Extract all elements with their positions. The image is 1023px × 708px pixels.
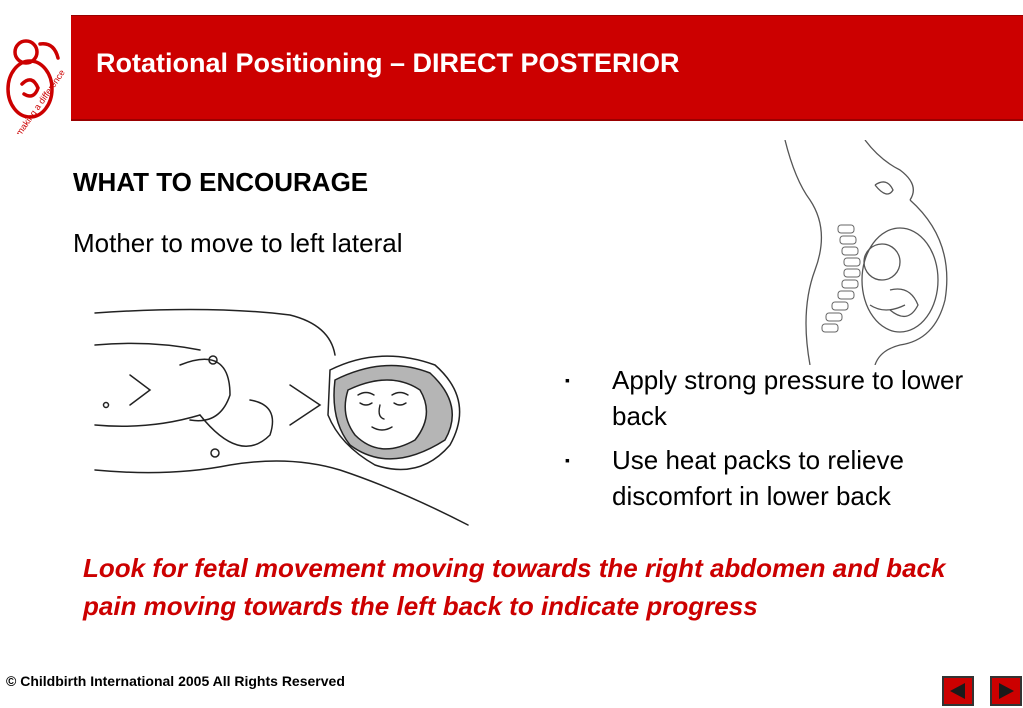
intro-text: Mother to move to left lateral	[73, 228, 403, 258]
bullet-marker: ▪	[565, 452, 570, 468]
mother-lying-left-lateral-illustration	[90, 305, 470, 530]
arrow-left-icon	[947, 681, 969, 701]
bullet-text: Use heat packs to relieve discomfort in lower back	[612, 445, 904, 511]
copyright-footer: © Childbirth International 2005 All Rights Reserved	[6, 673, 345, 689]
bullet-text: Apply strong pressure to lower back	[612, 365, 964, 431]
arrow-right-icon	[995, 681, 1017, 701]
previous-slide-button[interactable]	[942, 676, 974, 706]
list-item	[560, 442, 1000, 514]
bullet-marker: ▪	[565, 372, 570, 388]
bullet-list	[560, 362, 1000, 522]
logo-tagline: making a difference	[13, 67, 67, 134]
slide-title: Rotational Positioning – DIRECT POSTERIOR	[96, 48, 680, 78]
next-slide-button[interactable]	[990, 676, 1022, 706]
pregnant-side-view-illustration	[770, 140, 970, 365]
section-heading: WHAT TO ENCOURAGE	[73, 167, 369, 197]
list-item	[560, 362, 1000, 434]
logo	[0, 14, 70, 134]
progress-callout: Look for fetal movement moving towards the right abdomen and back pain moving towards the left back to indicate progress	[83, 553, 946, 621]
title-bar	[71, 15, 1023, 121]
